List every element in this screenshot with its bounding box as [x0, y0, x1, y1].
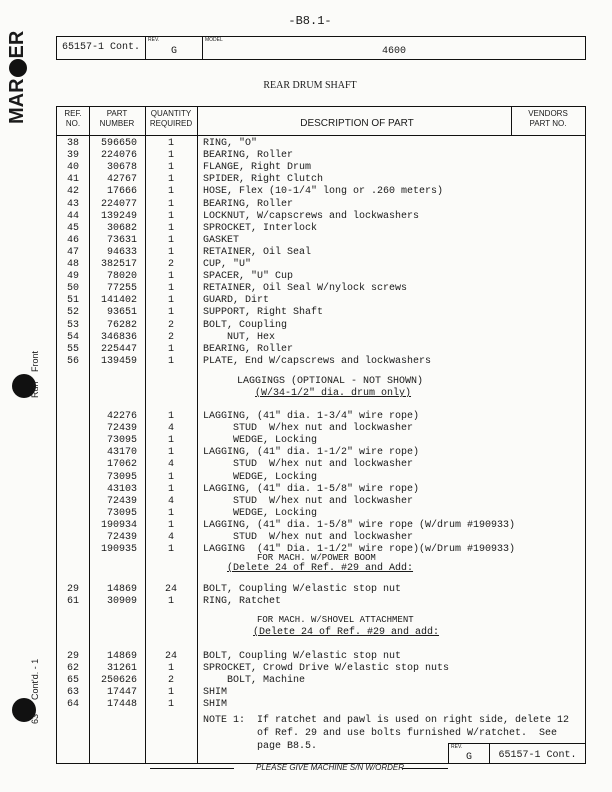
ref-number: 40 — [66, 162, 79, 174]
quantity: 1 — [167, 663, 174, 675]
part-number: 224076 — [100, 150, 137, 162]
shovel-subheading: (Delete 24 of Ref. #29 and add: — [253, 627, 440, 638]
note-line: page B8.5. — [203, 741, 318, 752]
logo-text-2: ER — [6, 30, 28, 59]
part-number: 31261 — [106, 663, 137, 675]
manufacturer-logo — [6, 31, 29, 124]
quantity: 1 — [167, 234, 174, 246]
footer-rev-value: G — [465, 752, 472, 763]
margin-front: Front — [30, 350, 40, 372]
quantity: 1 — [167, 687, 174, 699]
part-number: 43170 — [106, 447, 137, 459]
footer-text: PLEASE GIVE MACHINE S/N W/ORDER — [255, 763, 405, 772]
ref-number: 29 — [66, 651, 79, 662]
description: BOLT, Coupling W/elastic stop nut — [203, 584, 402, 595]
part-number: 93651 — [106, 307, 137, 319]
ref-number: 48 — [66, 259, 79, 270]
part-number: 72439 — [106, 423, 137, 435]
quantity: 1 — [167, 174, 174, 186]
ref-number: 38 — [66, 138, 79, 149]
quantity: 1 — [167, 295, 174, 307]
part-number: 141402 — [100, 295, 137, 307]
ref-number: 63 — [66, 687, 79, 699]
description: BEARING, Roller — [203, 150, 294, 162]
part-number: 30678 — [106, 162, 137, 174]
description: STUD W/hex nut and lockwasher — [203, 423, 414, 435]
description: WEDGE, Locking — [203, 435, 318, 447]
quantity: 1 — [167, 699, 174, 711]
quantity: 1 — [167, 483, 174, 495]
ref-number: 44 — [66, 210, 79, 222]
col-part-line1: PART — [106, 109, 128, 118]
col-desc-header: DESCRIPTION OF PART — [300, 118, 414, 129]
description: BEARING, Roller — [203, 343, 294, 355]
ref-number: 43 — [66, 198, 79, 210]
footer-part-number: 65157-1 Cont. — [498, 750, 577, 761]
header-rev-value: G — [170, 46, 177, 57]
quantity: 2 — [167, 675, 174, 687]
description: GASKET — [203, 234, 240, 246]
part-number: 190935 — [100, 544, 137, 556]
description: BOLT, Coupling — [203, 319, 288, 331]
part-number: 346836 — [100, 331, 137, 343]
description: STUD W/hex nut and lockwasher — [203, 459, 414, 471]
description: WEDGE, Locking — [203, 471, 318, 483]
quantity: 1 — [167, 343, 174, 355]
page-number: -B8.1- — [288, 14, 332, 28]
quantity: 1 — [167, 210, 174, 222]
description: BOLT, Coupling W/elastic stop nut — [203, 651, 402, 662]
description: SHIM — [203, 699, 228, 711]
quantity: 1 — [167, 307, 174, 319]
description: WEDGE, Locking — [203, 507, 318, 519]
ref-number: 53 — [66, 319, 79, 331]
quantity: 1 — [167, 411, 174, 422]
col-vendor-header — [511, 109, 585, 129]
description: LAGGING, (41" dia. 1-3/4" wire rope) — [203, 411, 420, 422]
part-number: 17666 — [106, 186, 137, 198]
ref-number: 55 — [66, 343, 79, 355]
part-number: 73631 — [106, 234, 137, 246]
quantity: 2 — [167, 319, 174, 331]
part-number: 73095 — [106, 471, 137, 483]
part-number: 42276 — [106, 411, 137, 422]
quantity: 1 — [167, 150, 174, 162]
quantity: 24 — [164, 584, 177, 595]
note-line: of Ref. 29 and use bolts furnished W/ratchet. See — [203, 728, 558, 739]
ref-number: 29 — [66, 584, 79, 595]
margin-num: 63 — [30, 713, 40, 724]
description: RETAINER, Oil Seal W/nylock screws — [203, 283, 408, 295]
col-vendor-line2: PART NO. — [529, 119, 567, 128]
quantity: 2 — [167, 331, 174, 343]
ref-number: 51 — [66, 295, 79, 307]
note-line: NOTE 1: If ratchet and pawl is used on right side, delete 12 — [203, 715, 570, 726]
power-boom-subheading: (Delete 24 of Ref. #29 and Add: — [227, 563, 414, 574]
col-part-line2: NUMBER — [99, 119, 135, 128]
description: SPROCKET, Crowd Drive W/elastic stop nuts — [203, 663, 450, 675]
quantity: 1 — [167, 355, 174, 367]
header-model-value: 4600 — [381, 46, 406, 57]
part-number: 30682 — [106, 222, 137, 234]
description: STUD W/hex nut and lockwasher — [203, 532, 414, 543]
footer-rev-box — [448, 743, 586, 764]
part-number: 225447 — [100, 343, 137, 355]
quantity: 4 — [167, 532, 174, 543]
description: SHIM — [203, 687, 228, 699]
col-ref-header — [57, 109, 89, 129]
ref-number: 46 — [66, 234, 79, 246]
header-rev-cell — [146, 37, 203, 59]
ref-number: 47 — [66, 246, 79, 258]
description: CUP, "U" — [203, 259, 252, 270]
quantity: 1 — [167, 222, 174, 234]
description: SPROCKET, Interlock — [203, 222, 318, 234]
laggings-heading: LAGGINGS (OPTIONAL - NOT SHOWN) — [237, 376, 424, 387]
part-number: 17062 — [106, 459, 137, 471]
part-number: 250626 — [100, 675, 137, 687]
header-model-cell — [203, 37, 585, 59]
description: HOSE, Flex (10-1/4" long or .260 meters) — [203, 186, 444, 198]
quantity: 1 — [167, 507, 174, 519]
description: LAGGING (41" Dia. 1-1/2" wire rope)(w/Drum #190933) — [203, 544, 516, 556]
ref-number: 56 — [66, 355, 79, 367]
description: GUARD, Dirt — [203, 295, 270, 307]
power-boom-heading: FOR MACH. W/POWER BOOM — [257, 553, 376, 563]
col-part-header — [89, 109, 145, 129]
part-number: 73095 — [106, 507, 137, 519]
ref-number: 45 — [66, 222, 79, 234]
part-number: 382517 — [100, 259, 137, 270]
description: RING, Ratchet — [203, 596, 282, 608]
description: STUD W/hex nut and lockwasher — [203, 495, 414, 507]
ref-number: 49 — [66, 271, 79, 283]
part-number: 94633 — [106, 246, 137, 258]
quantity: 1 — [167, 544, 174, 556]
part-number: 224077 — [100, 198, 137, 210]
description: NUT, Hex — [203, 331, 276, 343]
quantity: 1 — [167, 447, 174, 459]
section-title: REAR DRUM SHAFT — [263, 80, 357, 91]
part-number: 596650 — [100, 138, 137, 149]
quantity: 4 — [167, 423, 174, 435]
quantity: 1 — [167, 186, 174, 198]
ref-number: 50 — [66, 283, 79, 295]
part-number: 17448 — [106, 699, 137, 711]
parts-table — [56, 106, 586, 764]
quantity: 4 — [167, 495, 174, 507]
quantity: 1 — [167, 283, 174, 295]
ref-number: 61 — [66, 596, 79, 608]
quantity: 1 — [167, 435, 174, 447]
shovel-heading: FOR MACH. W/SHOVEL ATTACHMENT — [257, 615, 414, 625]
quantity: 1 — [167, 162, 174, 174]
ref-number: 52 — [66, 307, 79, 319]
part-number: 42767 — [106, 174, 137, 186]
col-qty-header — [145, 109, 197, 129]
logo-text-1: MAR — [6, 78, 28, 124]
ref-number: 39 — [66, 150, 79, 162]
col-divider — [145, 107, 146, 763]
description: SUPPORT, Right Shaft — [203, 307, 324, 319]
col-vendor-line1: VENDORS — [528, 109, 568, 118]
description: LAGGING, (41" dia. 1-5/8" wire rope (W/drum #190933) — [203, 519, 516, 531]
quantity: 1 — [167, 471, 174, 483]
description: LOCKNUT, W/capscrews and lockwashers — [203, 210, 420, 222]
description: RING, "O" — [203, 138, 258, 149]
description: BEARING, Roller — [203, 198, 294, 210]
quantity: 1 — [167, 246, 174, 258]
quantity: 2 — [167, 259, 174, 270]
header-rev-label: REV. — [148, 37, 160, 43]
description: RETAINER, Oil Seal — [203, 246, 312, 258]
description: PLATE, End W/capscrews and lockwashers — [203, 355, 432, 367]
part-number: 190934 — [100, 519, 137, 531]
quantity: 4 — [167, 459, 174, 471]
footer-rev-label: REV. — [451, 744, 463, 750]
header-part-number: 65157-1 Cont. — [57, 37, 146, 59]
ref-number: 65 — [66, 675, 79, 687]
header-box — [56, 36, 586, 60]
ref-number: 62 — [66, 663, 79, 675]
part-number: 72439 — [106, 495, 137, 507]
part-number: 17447 — [106, 687, 137, 699]
header-rule — [57, 135, 585, 136]
part-number: 77255 — [106, 283, 137, 295]
ref-number: 42 — [66, 186, 79, 198]
part-number: 14869 — [106, 584, 137, 595]
description: LAGGING, (41" dia. 1-1/2" wire rope) — [203, 447, 420, 459]
quantity: 24 — [164, 651, 177, 662]
header-model-label: MODEL — [205, 37, 223, 43]
description: BOLT, Machine — [203, 675, 306, 687]
quantity: 1 — [167, 198, 174, 210]
description: FLANGE, Right Drum — [203, 162, 312, 174]
part-number: 30909 — [106, 596, 137, 608]
quantity: 1 — [167, 138, 174, 149]
quantity: 1 — [167, 271, 174, 283]
col-qty-line1: QUANTITY — [150, 109, 192, 118]
part-number: 72439 — [106, 532, 137, 543]
col-ref-line2: NO. — [65, 119, 81, 128]
part-number: 14869 — [106, 651, 137, 662]
part-number: 139249 — [100, 210, 137, 222]
description: LAGGING, (41" dia. 1-5/8" wire rope) — [203, 483, 420, 495]
quantity: 1 — [167, 519, 174, 531]
part-number: 139459 — [100, 355, 137, 367]
ref-number: 64 — [66, 699, 79, 711]
part-number: 76282 — [106, 319, 137, 331]
col-ref-line1: REF. — [64, 109, 82, 118]
description: SPIDER, Right Clutch — [203, 174, 324, 186]
part-number: 78020 — [106, 271, 137, 283]
laggings-subheading: (W/34-1/2" dia. drum only) — [255, 388, 412, 400]
quantity: 1 — [167, 596, 174, 608]
col-qty-line2: REQUIRED — [149, 119, 193, 128]
col-divider — [197, 107, 198, 763]
margin-cont: Cont'd. - 1 — [30, 658, 40, 700]
ref-number: 54 — [66, 331, 79, 343]
part-number: 73095 — [106, 435, 137, 447]
description: SPACER, "U" Cup — [203, 271, 294, 283]
ref-number: 41 — [66, 174, 79, 186]
part-number: 43103 — [106, 483, 137, 495]
margin-run: Run — [30, 381, 40, 398]
footer-rev-cell — [449, 744, 490, 764]
